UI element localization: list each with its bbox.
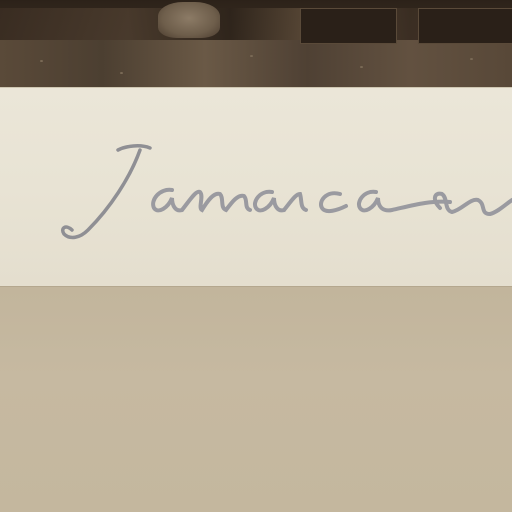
photo-object	[418, 8, 512, 44]
label-card	[0, 88, 512, 286]
photo-speck	[470, 58, 473, 60]
photo-ground	[0, 40, 512, 92]
photo-speck	[40, 60, 43, 62]
photo-object	[300, 8, 397, 44]
photo-foot	[158, 2, 220, 38]
photo-speck	[250, 55, 253, 57]
photo-speck	[360, 66, 363, 68]
handwritten-signature	[0, 88, 512, 286]
mounting-mat	[0, 286, 512, 512]
photo-speck	[120, 72, 123, 74]
photograph-strip	[0, 0, 512, 92]
